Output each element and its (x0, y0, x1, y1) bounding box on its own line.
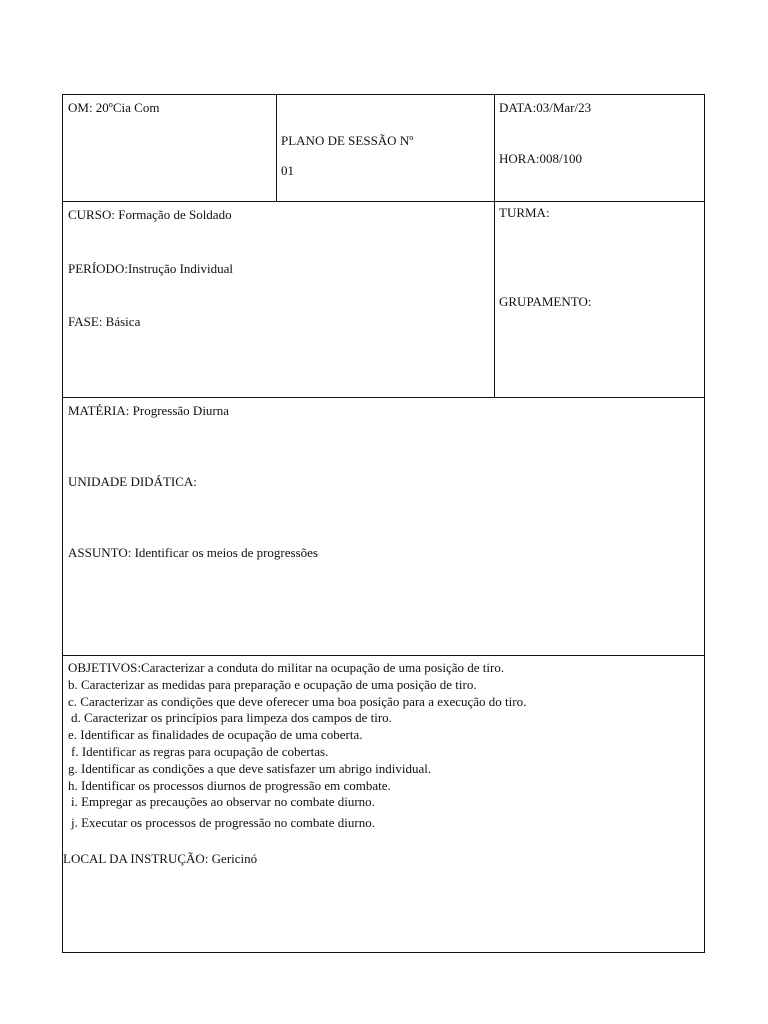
objetivo-item: b. Caracterizar as medidas para preparação e ocupação de uma posição de tiro. (68, 676, 477, 692)
divider-om-plano (276, 95, 277, 201)
objetivo-item: c. Caracterizar as condições que deve oferecer uma boa posição para a execução do tiro. (68, 693, 527, 709)
divider-info (63, 397, 704, 398)
periodo-field: PERÍODO:Instrução Individual (68, 261, 234, 276)
fase-field: FASE: Básica (68, 314, 141, 329)
unidade-didatica-field: UNIDADE DIDÁTICA: (68, 474, 197, 489)
objetivo-item: f. Identificar as regras para ocupação de cobertas. (71, 743, 329, 759)
hora-field: HORA:008/100 (499, 151, 583, 166)
plano-title: PLANO DE SESSÃO Nº (281, 133, 414, 148)
session-plan-form (62, 94, 705, 953)
objetivos-list (68, 660, 526, 832)
objetivo-item: e. Identificar as finalidades de ocupação de uma coberta. (68, 727, 363, 743)
divider-right-column (494, 95, 495, 397)
objetivo-item: j. Executar os processos de progressão no combate diurno. (71, 815, 375, 831)
divider-materia (63, 655, 704, 656)
materia-label: MATÉRIA: (68, 403, 130, 418)
assunto-field: ASSUNTO: Identificar os meios de progressões (68, 545, 318, 560)
divider-header (63, 201, 704, 202)
om-field: OM: 20ºCia Com (68, 100, 160, 115)
objetivo-item: h. Identificar os processos diurnos de progressão em combate. (68, 777, 391, 793)
local-instrucao-field: LOCAL DA INSTRUÇÃO: Gericinó (63, 851, 258, 866)
materia-field (68, 403, 229, 419)
grupamento-field: GRUPAMENTO: (499, 294, 592, 309)
objetivo-item: d. Caracterizar os princípios para limpeza dos campos de tiro. (71, 710, 392, 726)
plano-number: 01 (281, 163, 294, 178)
curso-field: CURSO: Formação de Soldado (68, 207, 232, 222)
objetivo-item: g. Identificar as condições a que deve satisfazer um abrigo individual. (68, 760, 432, 776)
turma-field: TURMA: (499, 205, 550, 220)
data-field: DATA:03/Mar/23 (499, 100, 592, 115)
objetivo-item: OBJETIVOS:Caracterizar a conduta do militar na ocupação de uma posição de tiro. (68, 660, 505, 675)
materia-value: Progressão Diurna (129, 403, 230, 418)
objetivo-item: i. Empregar as precauções ao observar no combate diurno. (71, 794, 375, 810)
